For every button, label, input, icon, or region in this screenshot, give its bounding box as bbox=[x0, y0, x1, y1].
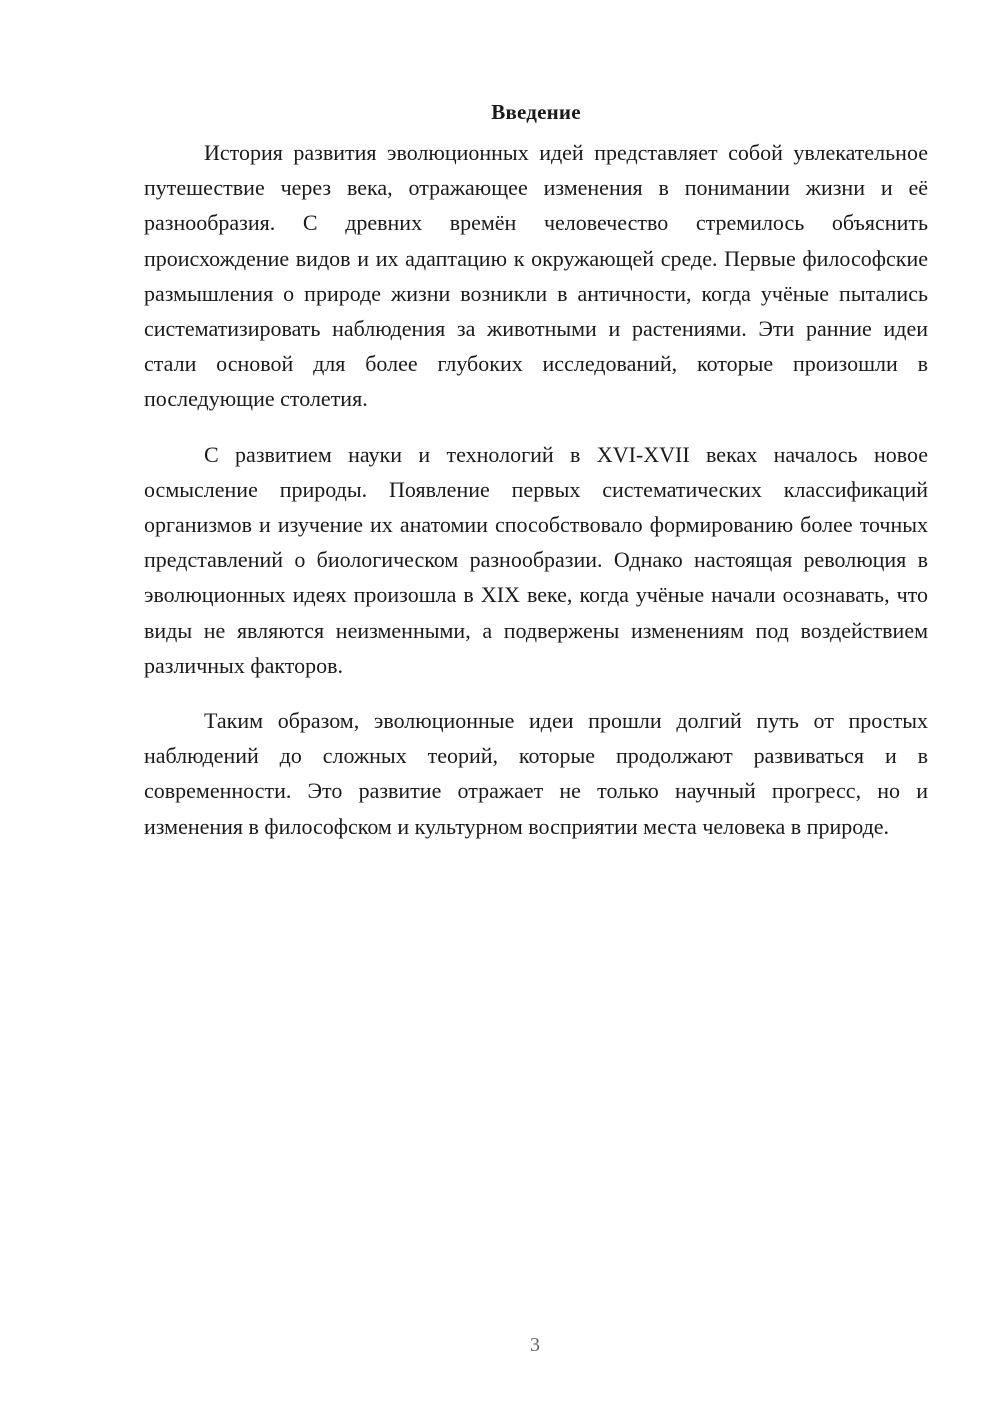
paragraph-3: Таким образом, эволюционные идеи прошли долгий путь от простых наблюдений до сложных теорий, которые продолжают развиваться и в современности. Это развитие отражает не только научный прогресс, но и изменения в философском и культурном восприятии места человека в природе. bbox=[144, 708, 928, 839]
paragraph-1: История развития эволюционных идей представляет собой увлекательное путешествие через века, отражающее изменения в понимании жизни и её разнообразия. С древних времён человечество стремилось объяснить происхождение видов и их адаптацию к окружающей среде. Первые философские размышления о природе жизни возникли в античности, когда учёные пытались систематизировать наблюдения за животными и растениями. Эти ранние идеи стали основой для более глубоких исследований, которые произошли в последующие столетия. bbox=[144, 140, 928, 412]
paragraph-2: С развитием науки и технологий в XVI-XVII веках началось новое осмысление природы. Появление первых систематических классификаций организмов и изучение их анатомии способствовало формированию более точных представлений о биологическом разнообразии. Однако настоящая революция в эволюционных идеях произошла в XIX веке, когда учёные начали осознавать, что виды не являются неизменными, а подвержены изменениям под воздействием различных факторов. bbox=[144, 441, 928, 678]
page-number: 3 bbox=[530, 1334, 540, 1356]
page-title: Введение bbox=[491, 100, 581, 124]
page-content bbox=[144, 96, 928, 844]
